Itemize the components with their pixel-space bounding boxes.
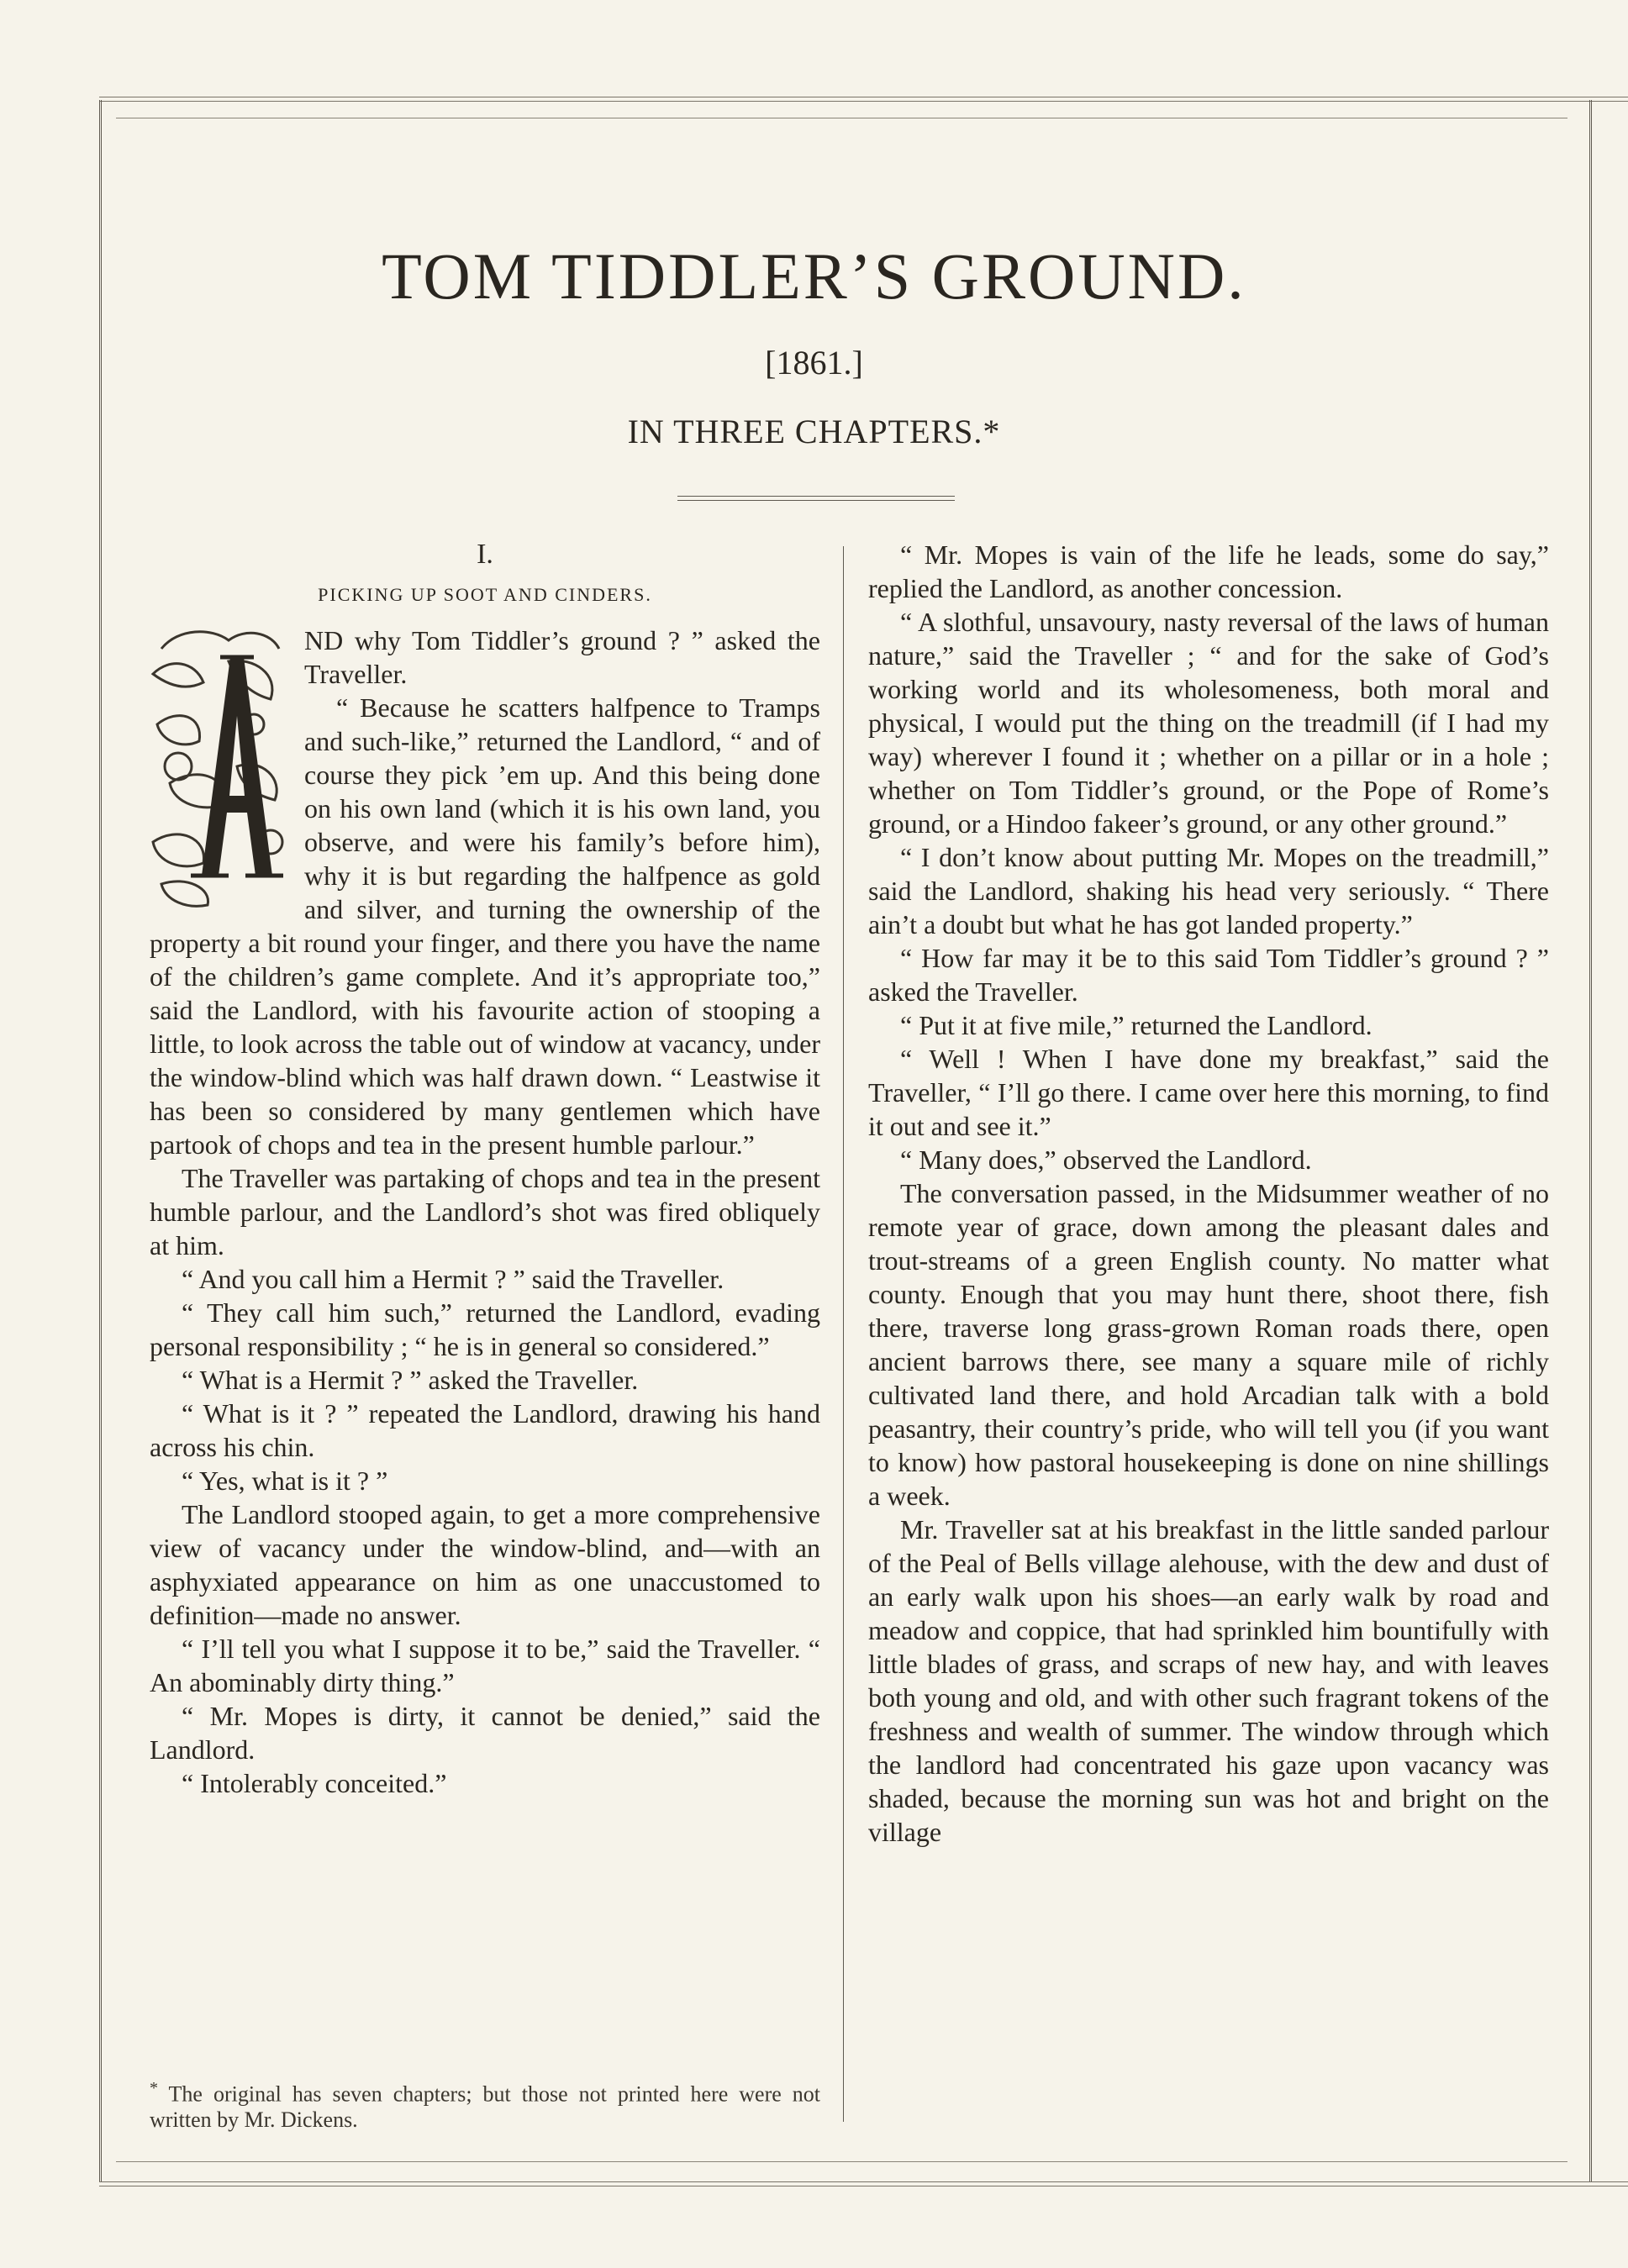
paragraph: “ I’ll tell you what I suppose it to be,” said the Traveller. “ An abominably dirty thing.” <box>150 1634 820 1697</box>
paragraph: “ What is it ? ” repeated the Landlord, drawing his hand across his chin. <box>150 1398 820 1462</box>
title-divider-rule <box>677 496 955 501</box>
footnote <box>150 2076 820 2133</box>
paragraph: “ Many does,” observed the Landlord. <box>900 1145 1312 1175</box>
column-divider <box>843 546 844 2122</box>
paragraph: “ I don’t know about putting Mr. Mopes on the treadmill,” said the Landlord, shaking his head very seriously. “ There ain’t a doubt but what he has got landed property.” <box>868 842 1549 939</box>
paragraph: The Landlord stooped again, to get a more comprehensive view of vacancy under the window-blind, and—with an asphyxiated appearance on him as one unaccustomed to definition—made no answer. <box>150 1499 820 1630</box>
footnote-mark: * <box>150 2079 158 2097</box>
paragraph: Mr. Traveller sat at his breakfast in the little sanded parlour of the Peal of Bells village alehouse, with the dew and dust of an early walk upon his shoes—an early walk by road and meadow and coppice, that had sprinkled him bountifully with little blades of grass, and scraps of new hay, and with leaves both young and old, and with other such fragrant tokens of the freshness and wealth of summer. The window through which the landlord had concentrated his gaze upon vacancy was shaded, because the morning sun was hot and bright on the village <box>868 1514 1549 1847</box>
outer-bottom-rule <box>99 2181 1628 2186</box>
paragraph: “ Because he scatters halfpence to Tramps and such-like,” returned the Landlord, “ and of course they pick ’em up. And this being done on his own land (which it is his own land, you observe, and were his family’s before him), why it is but regarding the halfpence as gold and silver, and turning the ownership of the property a bit round your finger, and there you have the name of the children’s game complete. And it’s appropriate too,” said the Landlord, with his favourite action of stooping a little, to look across the table out of window at vacancy, under the window-blind which was half drawn down. “ Leastwise it has been so considered by many gentlemen which have partook of chops and tea in the present humble parlour.” <box>150 692 820 1160</box>
paragraph: ND why Tom Tiddler’s ground ? ” asked the Traveller. <box>304 625 820 689</box>
paragraph: The conversation passed, in the Midsummer weather of no remote year of grace, down among the pleasant dales and trout-streams of a green English county. No matter what county. Enough that you may hunt there, shoot there, fish there, traverse long grass-grown Roman roads there, open ancient barrows there, see many a square mile of richly cultivated land there, and hold Arcadian talk with a bold peasantry, their country’s pride, who will tell you (if you want to know) how pastoral housekeeping is done on nine shillings a week. <box>868 1178 1549 1511</box>
paragraph: “ A slothful, unsavoury, nasty reversal of the laws of human nature,” said the Traveller ; “ and for the sake of God’s working world and its wholesomeness, both moral and physical, I would put the thing on the treadmill (if I had my way) wherever I found it ; whether on a pillar or in a hole ; whether on Tom Tiddler’s ground, or the Pope of Rome’s ground, or a Hindoo fakeer’s ground, or any other ground.” <box>868 607 1549 839</box>
paragraph: “ Mr. Mopes is vain of the life he leads, some do say,” replied the Landlord, as another concession. <box>868 539 1549 603</box>
ornamental-drop-cap-icon <box>145 624 292 913</box>
left-column <box>150 538 820 1800</box>
article-year: [1861.] <box>765 344 863 382</box>
paragraph: “ Intolerably conceited.” <box>182 1768 447 1798</box>
paragraph: “ Well ! When I have done my breakfast,” said the Traveller, “ I’ll go there. I came over here this morning, to find it out and see it.” <box>868 1044 1549 1141</box>
paragraph: “ Yes, what is it ? ” <box>182 1466 388 1496</box>
paragraph: “ Mr. Mopes is dirty, it cannot be denied,” said the Landlord. <box>150 1701 820 1765</box>
inner-bottom-rule <box>116 2161 1567 2162</box>
paragraph: “ What is a Hermit ? ” asked the Traveller. <box>182 1365 639 1395</box>
chapter-heading: PICKING UP SOOT AND CINDERS. <box>318 584 652 605</box>
article-title: TOM TIDDLER’S GROUND. <box>382 239 1246 313</box>
paragraph: “ Put it at five mile,” returned the Landlord. <box>900 1010 1372 1040</box>
article-subtitle: IN THREE CHAPTERS.* <box>627 413 1001 450</box>
paragraph: “ How far may it be to this said Tom Tiddler’s ground ? ” asked the Traveller. <box>868 943 1549 1007</box>
paragraph: The Traveller was partaking of chops and tea in the present humble parlour, and the Landlord’s shot was fired obliquely at him. <box>150 1163 820 1260</box>
chapter-number: I. <box>477 539 493 570</box>
footnote-text: The original has seven chapters; but those not printed here were not written by Mr. Dickens. <box>150 2081 821 2132</box>
right-column <box>868 538 1549 1849</box>
paragraph: “ And you call him a Hermit ? ” said the Traveller. <box>182 1264 724 1294</box>
paragraph: “ They call him such,” returned the Landlord, evading personal responsibility ; “ he is in general so considered.” <box>150 1297 820 1361</box>
